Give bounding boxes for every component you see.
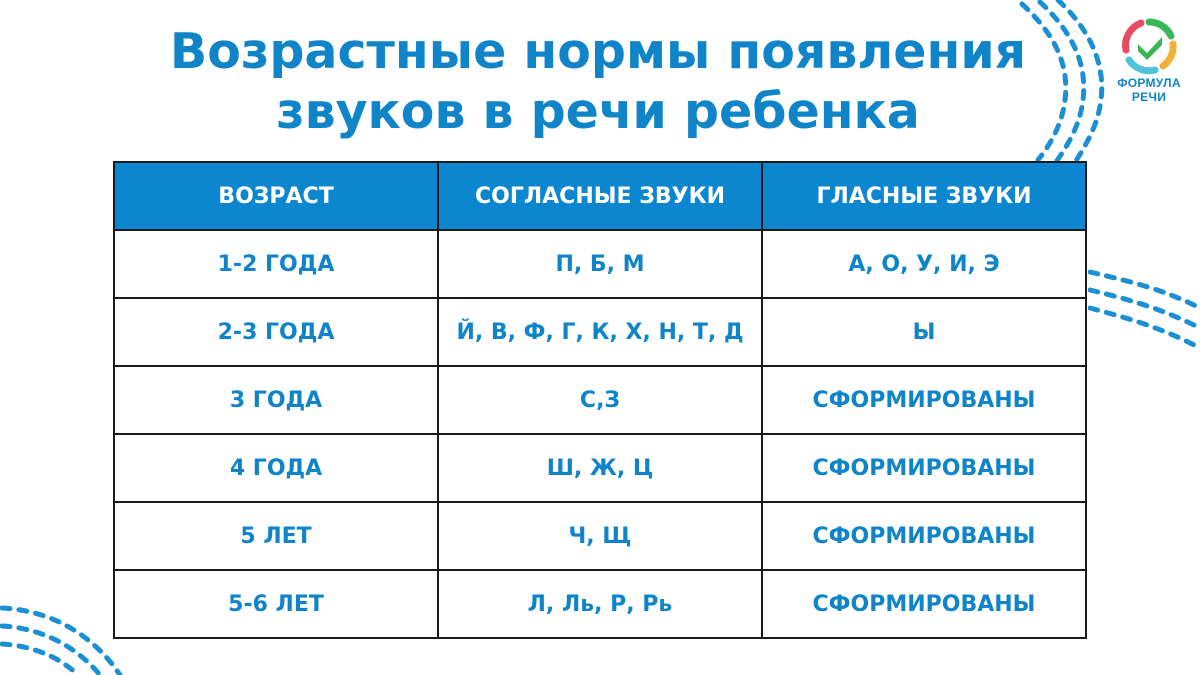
header-vowels: ГЛАСНЫЕ ЗВУКИ xyxy=(762,162,1086,230)
header-consonants: СОГЛАСНЫЕ ЗВУКИ xyxy=(438,162,762,230)
table-row xyxy=(114,230,1086,298)
cell-consonants: Ш, Ж, Ц xyxy=(438,434,762,502)
cell-vowels: А, О, У, И, Э xyxy=(762,230,1086,298)
cell-vowels: СФОРМИРОВАНЫ xyxy=(762,570,1086,638)
brand-logo xyxy=(1112,16,1186,104)
table-row xyxy=(114,434,1086,502)
formula-rechi-logo-icon xyxy=(1119,16,1179,76)
cell-age: 4 ГОДА xyxy=(114,434,438,502)
cell-consonants: Й, В, Ф, Г, К, Х, Н, Т, Д xyxy=(438,298,762,366)
page-title-line1: Возрастные нормы появления xyxy=(169,23,1027,80)
cell-consonants: С,З xyxy=(438,366,762,434)
cell-consonants: Л, Ль, Р, Рь xyxy=(438,570,762,638)
header-age: ВОЗРАСТ xyxy=(114,162,438,230)
page-title-line2: звуков в речи ребенка xyxy=(276,83,920,140)
cell-vowels: СФОРМИРОВАНЫ xyxy=(762,434,1086,502)
dashed-wave-decoration-right xyxy=(1088,262,1200,352)
page-title xyxy=(110,22,1086,142)
table-row xyxy=(114,366,1086,434)
cell-vowels: Ы xyxy=(762,298,1086,366)
table-row xyxy=(114,570,1086,638)
cell-age: 1-2 ГОДА xyxy=(114,230,438,298)
cell-consonants: П, Б, М xyxy=(438,230,762,298)
logo-text-line2: РЕЧИ xyxy=(1131,90,1167,104)
table-row xyxy=(114,502,1086,570)
cell-vowels: СФОРМИРОВАНЫ xyxy=(762,502,1086,570)
cell-vowels: СФОРМИРОВАНЫ xyxy=(762,366,1086,434)
cell-age: 5-6 ЛЕТ xyxy=(114,570,438,638)
table-row xyxy=(114,298,1086,366)
cell-age: 5 ЛЕТ xyxy=(114,502,438,570)
sound-norms-table xyxy=(113,161,1087,639)
table-header-row xyxy=(114,162,1086,230)
cell-age: 3 ГОДА xyxy=(114,366,438,434)
cell-consonants: Ч, Щ xyxy=(438,502,762,570)
logo-text-line1: ФОРМУЛА xyxy=(1117,76,1181,90)
cell-age: 2-3 ГОДА xyxy=(114,298,438,366)
